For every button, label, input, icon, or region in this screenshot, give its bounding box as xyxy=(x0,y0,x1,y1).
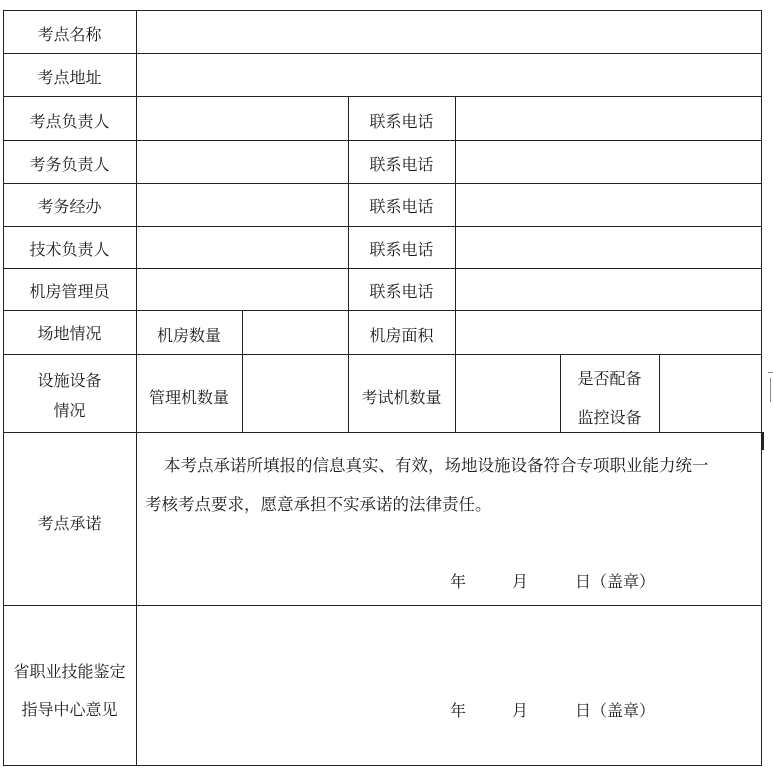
pledge-text-line-1: 本考点承诺所填报的信息真实、有效，场地设施设备符合专项职业能力统一 xyxy=(164,456,709,475)
grid-line xyxy=(3,432,764,433)
phone-label: 联系电话 xyxy=(369,197,434,216)
room-area-label: 机房面积 xyxy=(369,326,434,345)
date-day-seal: 日（盖章） xyxy=(575,572,656,591)
room-count-label: 机房数量 xyxy=(156,326,221,345)
grid-line xyxy=(136,10,137,766)
monitor-label-line-1: 是否配备 xyxy=(577,369,642,388)
date-year: 年 xyxy=(450,572,467,591)
date-year: 年 xyxy=(450,701,467,720)
pledge-text-line-2: 考核考点要求，愿意承担不实承诺的法律责任。 xyxy=(145,495,492,514)
phone-label: 联系电话 xyxy=(369,240,434,259)
facility-label-line-1: 设施设备 xyxy=(37,371,102,390)
grid-line xyxy=(3,354,762,355)
phone-label: 联系电话 xyxy=(369,282,434,301)
grid-line xyxy=(3,226,762,227)
grid-line xyxy=(3,310,762,311)
grid-line xyxy=(3,765,762,766)
opinion-label-line-2: 指导中心意见 xyxy=(21,700,118,719)
grid-line xyxy=(348,96,349,432)
margin-mark xyxy=(770,378,771,402)
opinion-label-line-1: 省职业技能鉴定 xyxy=(13,662,126,681)
site-name-label: 考点名称 xyxy=(37,25,102,44)
venue-label: 场地情况 xyxy=(37,324,102,343)
grid-line xyxy=(242,310,243,432)
site-address-label: 考点地址 xyxy=(37,68,102,87)
grid-line xyxy=(659,354,660,432)
exam-manager-label: 考务负责人 xyxy=(29,155,110,174)
grid-line xyxy=(3,605,762,606)
grid-line xyxy=(762,432,764,450)
margin-mark xyxy=(768,372,773,373)
site-manager-label: 考点负责人 xyxy=(29,112,110,131)
grid-line xyxy=(455,96,456,432)
grid-line xyxy=(3,53,762,54)
admin-pc-count-label: 管理机数量 xyxy=(148,388,229,407)
date-month: 月 xyxy=(512,701,529,720)
grid-line xyxy=(761,10,762,766)
facility-label-line-2: 情况 xyxy=(53,401,86,420)
exam-pc-count-label: 考试机数量 xyxy=(361,388,442,407)
pledge-label: 考点承诺 xyxy=(37,514,102,533)
monitor-label-line-2: 监控设备 xyxy=(577,408,642,427)
phone-label: 联系电话 xyxy=(369,112,434,131)
grid-line xyxy=(3,183,762,184)
phone-label: 联系电话 xyxy=(369,155,434,174)
date-month: 月 xyxy=(512,572,529,591)
grid-line xyxy=(3,10,762,11)
date-day-seal: 日（盖章） xyxy=(575,701,656,720)
exam-handler-label: 考务经办 xyxy=(37,197,102,216)
room-admin-label: 机房管理员 xyxy=(29,282,110,301)
grid-line xyxy=(3,140,762,141)
grid-line xyxy=(3,96,762,97)
tech-manager-label: 技术负责人 xyxy=(29,240,110,259)
grid-line xyxy=(3,268,762,269)
